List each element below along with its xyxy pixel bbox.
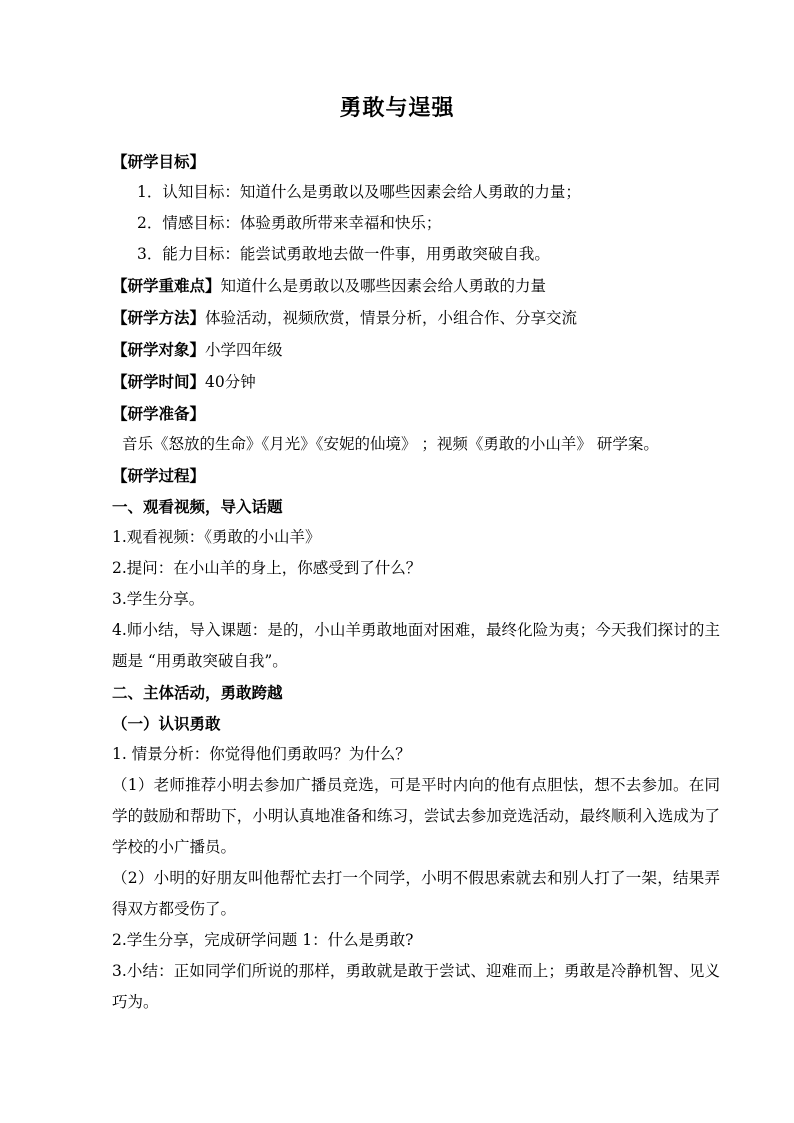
methods-text: 体验活动，视频欣赏，情景分析，小组合作、分享交流 xyxy=(205,309,578,327)
subsection1-heading: （一）认识勇敢 xyxy=(112,714,221,733)
scenario-case-2: （2）小明的好朋友叫他帮忙去打一个同学，小明不假思索就去和别人打了一架，结果弄得双方都受伤了。 xyxy=(112,869,720,918)
time-line xyxy=(112,366,720,398)
section1-item: 3.学生分享。 xyxy=(112,590,205,608)
section1-item: 1.观看视频：《勇敢的小山羊》 xyxy=(112,528,321,546)
methods-line xyxy=(112,302,720,334)
key-points-label: 【研学重难点】 xyxy=(112,276,221,295)
target-line xyxy=(112,334,720,366)
objectives-heading: 【研学目标】 xyxy=(112,152,206,171)
section1-item: 4.师小结，导入课题：是的，小山羊勇敢地面对困难，最终化险为夷；今天我们探讨的主题是 “用勇敢突破自我”。 xyxy=(112,621,720,670)
prep-text: 音乐《怒放的生命》《月光》《安妮的仙境》 ；视频《勇敢的小山羊》 研学案。 xyxy=(122,435,659,453)
objective-item: 1．认知目标：知道什么是勇敢以及哪些因素会给人勇敢的力量； xyxy=(137,183,581,201)
scenario-case-1: （1）老师推荐小明去参加广播员竞选，可是平时内向的他有点胆怯，想不去参加。在同学的鼓励和帮助下，小明认真地准备和练习，尝试去参加竞选活动，最终顺利入选成为了学校的小广播员。 xyxy=(112,776,720,856)
section2-heading: 二、主体活动，勇敢跨越 xyxy=(112,683,283,702)
scenario-question: 1. 情景分析：你觉得他们勇敢吗？为什么？ xyxy=(112,745,411,763)
section1-item: 2.提问：在小山羊的身上，你感受到了什么？ xyxy=(112,559,422,577)
target-label: 【研学对象】 xyxy=(112,340,206,359)
process-heading: 【研学过程】 xyxy=(112,466,206,485)
section1-heading: 一、观看视频，导入话题 xyxy=(112,497,283,516)
document-body xyxy=(112,146,720,1018)
time-label: 【研学时间】 xyxy=(112,372,206,391)
key-points-line xyxy=(112,270,720,302)
objective-item: 2．情感目标：体验勇敢所带来幸福和快乐； xyxy=(137,214,442,232)
target-text: 小学四年级 xyxy=(205,341,283,359)
objective-item: 3．能力目标：能尝试勇敢地去做一件事，用勇敢突破自我。 xyxy=(137,245,550,263)
summary-item: 3.小结：正如同学们所说的那样，勇敢就是敢于尝试、迎难而上；勇敢是冷静机智、见义巧为。 xyxy=(112,962,720,1011)
time-text: 40分钟 xyxy=(205,373,256,391)
methods-label: 【研学方法】 xyxy=(112,308,206,327)
prep-heading: 【研学准备】 xyxy=(112,404,206,423)
student-share-item: 2.学生分享，完成研学问题 1：什么是勇敢? xyxy=(112,931,414,949)
key-points-text: 知道什么是勇敢以及哪些因素会给人勇敢的力量 xyxy=(220,277,547,295)
document-title: 勇敢与逞强 xyxy=(339,95,455,121)
